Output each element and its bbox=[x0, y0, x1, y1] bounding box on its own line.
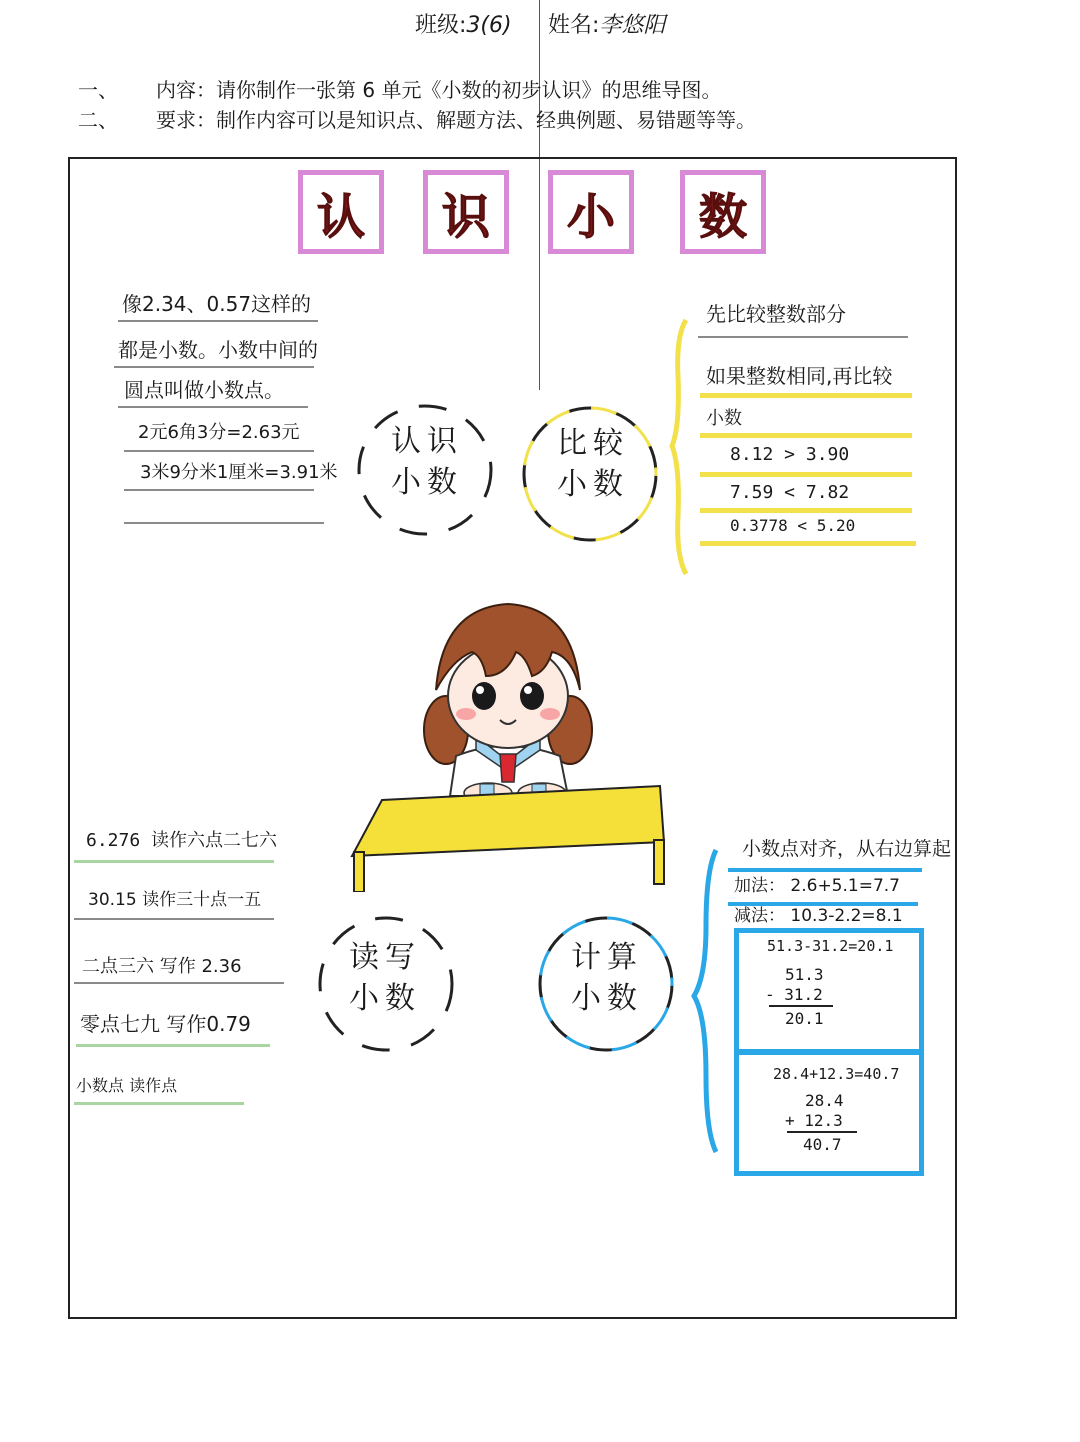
title-char-1: 认 bbox=[316, 188, 365, 245]
compare-label-line2: 小数 bbox=[557, 466, 629, 502]
class-field bbox=[415, 8, 512, 39]
requirement-2-num: 二、 bbox=[78, 108, 118, 132]
readwrite-underline-1 bbox=[74, 860, 274, 863]
title-box-3 bbox=[548, 170, 634, 254]
requirement-1 bbox=[78, 74, 721, 103]
readwrite-note-1-text: 6.276 读作六点二七六 bbox=[86, 830, 278, 851]
calc-note-1: 小数点对齐，从右边算起 bbox=[742, 838, 952, 860]
know-label-line2: 小数 bbox=[391, 464, 463, 500]
requirement-2-text: 要求：制作内容可以是知识点、解题方法、经典例题、易错题等等。 bbox=[156, 108, 756, 132]
add-top: 28.4 bbox=[805, 1091, 844, 1110]
title-box-4 bbox=[680, 170, 766, 254]
calc-label-line1: 计算 bbox=[571, 940, 643, 975]
know-underline-3 bbox=[118, 406, 308, 408]
calc-box-addition bbox=[734, 1050, 924, 1176]
calc-label-line2: 小数 bbox=[571, 980, 643, 1016]
name-field bbox=[548, 8, 665, 39]
requirement-1-num: 一、 bbox=[78, 78, 118, 102]
compare-note-1: 先比较整数部分 bbox=[706, 302, 846, 326]
compare-underline-1 bbox=[698, 336, 908, 338]
add-operand: + 12.3 bbox=[785, 1111, 843, 1130]
readwrite-underline-2 bbox=[74, 918, 274, 920]
calc-note-2: 加法： 2.6+5.1=7.7 bbox=[734, 876, 900, 896]
add-equation: 28.4+12.3=40.7 bbox=[773, 1065, 900, 1083]
sub-result: 20.1 bbox=[785, 1009, 824, 1028]
calc-note-3: 减法： 10.3-2.2=8.1 bbox=[734, 906, 903, 926]
know-label-line1: 认识 bbox=[391, 424, 463, 459]
sub-top: 51.3 bbox=[785, 965, 824, 984]
name-label: 姓名: bbox=[548, 13, 600, 38]
compare-note-2: 如果整数相同,再比较 bbox=[706, 364, 893, 388]
compare-note-3: 小数 bbox=[706, 408, 742, 429]
calc-brace bbox=[690, 846, 724, 1158]
title-box-1 bbox=[298, 170, 384, 254]
class-value: 3(6) bbox=[466, 13, 512, 38]
compare-note-6: 0.3778 < 5.20 bbox=[730, 516, 856, 535]
readwrite-underline-4 bbox=[76, 1044, 270, 1047]
readwrite-note-2: 30.15 读作三十点一五 bbox=[88, 890, 262, 910]
compare-underline-3 bbox=[700, 433, 912, 438]
know-underline-5 bbox=[124, 489, 314, 491]
sub-operand: - 31.2 bbox=[765, 985, 823, 1004]
name-value: 李悠阳 bbox=[599, 13, 666, 38]
know-underline-4 bbox=[124, 450, 314, 452]
title-char-3: 小 bbox=[566, 188, 615, 245]
compare-label-line1: 比较 bbox=[557, 426, 629, 461]
know-note-3: 圆点叫做小数点。 bbox=[124, 378, 284, 402]
compare-underline-5 bbox=[700, 508, 912, 513]
requirement-1-text: 内容：请你制作一张第 6 单元《小数的初步认识》的思维导图。 bbox=[156, 78, 722, 102]
know-note-1: 像2.34、0.57这样的 bbox=[122, 292, 312, 316]
know-note-5: 3米9分米1厘米=3.91米 bbox=[140, 462, 338, 483]
know-underline-1 bbox=[118, 320, 318, 322]
girl-at-desk-illustration bbox=[346, 586, 686, 892]
compare-brace bbox=[668, 316, 698, 578]
sub-equation: 51.3-31.2=20.1 bbox=[767, 937, 894, 955]
compare-note-5: 7.59 < 7.82 bbox=[730, 482, 850, 503]
requirement-2 bbox=[78, 104, 756, 133]
add-result: 40.7 bbox=[803, 1135, 842, 1154]
compare-underline-6 bbox=[700, 541, 916, 546]
readwrite-note-3: 二点三六 写作 2.36 bbox=[82, 956, 242, 977]
readwrite-note-5: 小数点 读作点 bbox=[76, 1076, 178, 1095]
know-label bbox=[372, 422, 482, 503]
calc-underline-1 bbox=[728, 868, 922, 872]
know-underline-2 bbox=[114, 366, 314, 368]
calc-label bbox=[552, 938, 662, 1019]
title-char-4: 数 bbox=[698, 188, 747, 245]
compare-label bbox=[538, 424, 648, 505]
title-char-2: 识 bbox=[441, 188, 490, 245]
sub-rule bbox=[769, 1005, 833, 1007]
readwrite-underline-5 bbox=[74, 1102, 244, 1105]
compare-underline-2 bbox=[700, 393, 912, 398]
readwrite-underline-3 bbox=[74, 982, 284, 984]
readwrite-label bbox=[330, 938, 440, 1019]
class-label: 班级: bbox=[415, 13, 467, 38]
compare-note-4: 8.12 > 3.90 bbox=[730, 444, 850, 465]
know-note-4: 2元6角3分=2.63元 bbox=[138, 422, 300, 443]
add-rule bbox=[787, 1131, 857, 1133]
know-note-2: 都是小数。小数中间的 bbox=[118, 338, 318, 362]
readwrite-note-4: 零点七九 写作0.79 bbox=[80, 1012, 251, 1036]
know-underline-6 bbox=[124, 522, 324, 524]
readwrite-note-1 bbox=[86, 832, 277, 850]
readwrite-label-line1: 读写 bbox=[349, 940, 421, 975]
calc-box-subtraction bbox=[734, 928, 924, 1054]
readwrite-label-line2: 小数 bbox=[349, 980, 421, 1016]
title-box-2 bbox=[423, 170, 509, 254]
compare-underline-4 bbox=[700, 472, 912, 477]
